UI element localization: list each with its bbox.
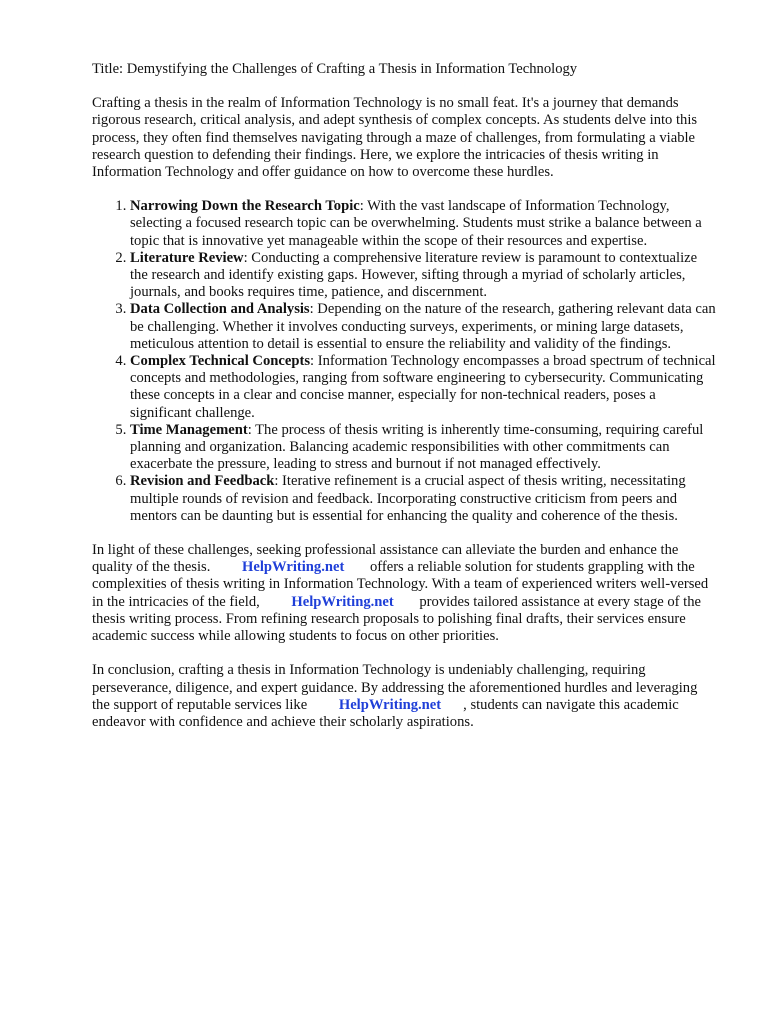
challenges-list [92, 198, 718, 525]
list-item-heading: Revision and Feedback [130, 473, 275, 490]
list-item [130, 250, 718, 302]
helpwriting-link[interactable]: HelpWriting.net [242, 559, 345, 576]
list-item-heading: Narrowing Down the Research Topic [130, 198, 360, 215]
helpwriting-link[interactable]: HelpWriting.net [338, 696, 442, 713]
list-item [130, 422, 718, 474]
list-item [130, 353, 718, 422]
list-item [130, 473, 718, 525]
assistance-text-3: provides tailored assistance at every stage of the thesis writing process. From refining research proposals to polishing final drafts, their services ensure academic success while allowing students to focus on other priorities. [92, 593, 702, 645]
list-item-text: : Iterative refinement is a crucial aspect of thesis writing, necessitating multiple rounds of revision and feedback. Incorporating constructive criticism from peers and mentors can be daunting but is essential for enhancing the quality and coherence of the thesis. [130, 473, 686, 524]
list-item-text: : Conducting a comprehensive literature review is paramount to contextualize the research and identify existing gaps. However, sifting through a myriad of scholarly articles, journals, and books requires time, patience, and discernment. [130, 249, 698, 301]
helpwriting-link[interactable]: HelpWriting.net [291, 593, 394, 610]
list-item-text: : Information Technology encompasses a broad spectrum of technical concepts and methodologies, ranging from software engineering to cybersecurity. Communicating these concepts in a clear and concise manner, especially for non-technical readers, poses a significant challenge. [130, 353, 716, 421]
assistance-paragraph [92, 542, 718, 645]
list-item [130, 198, 718, 250]
assistance-text-1: In light of these challenges, seeking professional assistance can alleviate the burden and enhance the quality of the thesis. [92, 542, 679, 576]
list-item-text: : Depending on the nature of the research, gathering relevant data can be challenging. Whether it involves conducting surveys, experiments, or mining large datasets, meticulous attention to detail is essential to ensure the reliability and validity of the findings. [130, 301, 716, 352]
list-item-text: : The process of thesis writing is inherently time-consuming, requiring careful planning and organization. Balancing academic responsibilities with other commitments can exacerbate the pressure, leading to stress and burnout if not managed effectively. [130, 421, 704, 473]
list-item-heading: Time Management [130, 421, 248, 438]
list-item-heading: Data Collection and Analysis [130, 301, 310, 318]
list-item-heading: Complex Technical Concepts [130, 353, 310, 370]
document-title: Title: Demystifying the Challenges of Crafting a Thesis in Information Technology [92, 61, 578, 77]
list-item [130, 301, 718, 353]
conclusion-text-2: , students can navigate this academic endeavor with confidence and achieve their scholarly aspirations. [92, 696, 679, 730]
intro-paragraph: Crafting a thesis in the realm of Information Technology is no small feat. It's a journey that demands rigorous research, critical analysis, and adept synthesis of complex concepts. As students delve into this process, they often find themselves navigating through a maze of challenges, from formulating a viable research question to defending their findings. Here, we explore the intricacies of thesis writing in Information Technology and offer guidance on how to overcome these hurdles. [92, 95, 698, 181]
document-page [92, 61, 718, 748]
list-item-heading: Literature Review [130, 249, 244, 266]
assistance-text-2: offers a reliable solution for students grappling with the complexities of thesis writing in Information Technology. With a team of experienced writers well-versed in the intricacies of the field, [92, 559, 709, 610]
list-item-text: : With the vast landscape of Information Technology, selecting a focused research topic can be overwhelming. Students must strike a balance between a topic that is innovative yet manageable within the scope of their resources and expertise. [130, 198, 702, 249]
conclusion-text-1: In conclusion, crafting a thesis in Information Technology is undeniably challenging, requiring perseverance, diligence, and expert guidance. By addressing the aforementioned hurdles and leveraging the support of reputable services like [92, 662, 698, 713]
conclusion-paragraph [92, 662, 718, 731]
